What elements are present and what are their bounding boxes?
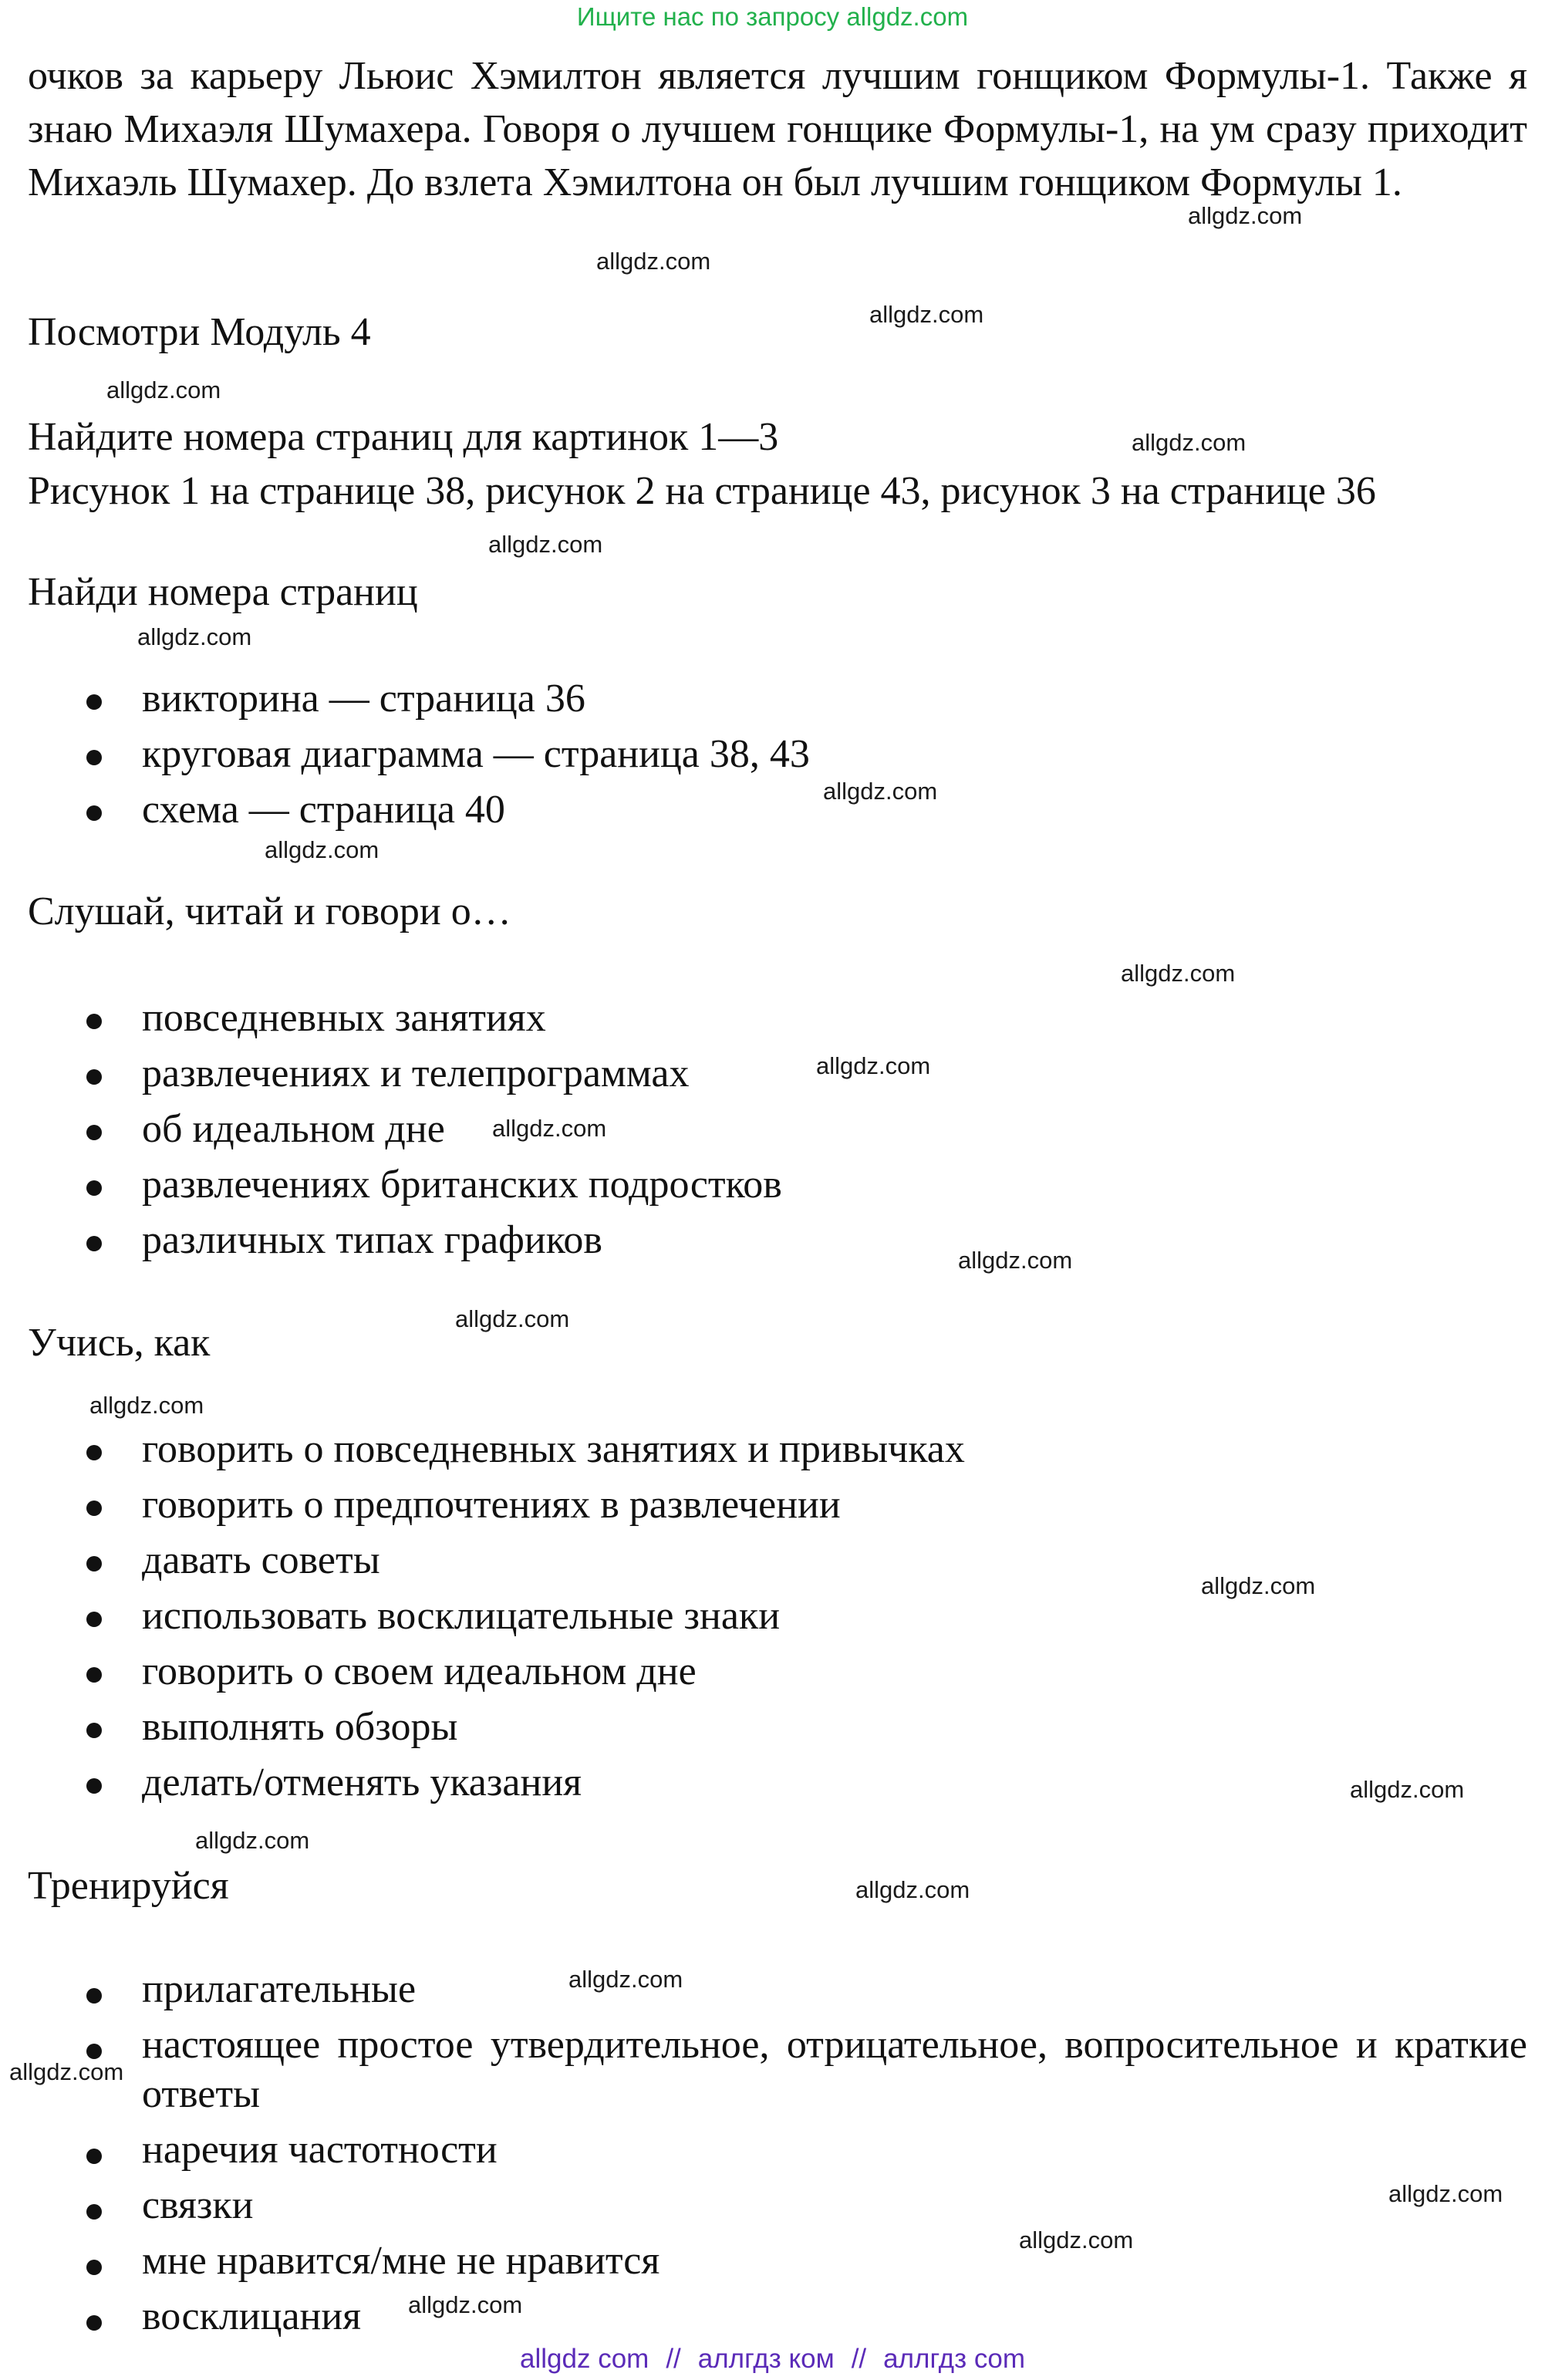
watermark: allgdz.com [1121,960,1236,987]
watermark: allgdz.com [816,1052,931,1079]
bullet-icon [86,1236,102,1251]
bullet-icon [86,805,102,821]
list-item: говорить о повседневных занятиях и привычках [0,1422,965,1477]
watermark: allgdz.com [89,1392,204,1419]
bullet-icon [86,1445,102,1460]
bullet-icon [86,1778,102,1794]
list-item: настоящее простое утвердительное, отрицательное, вопросительное и краткие ответы [0,2020,1527,2119]
practice-list [0,1965,1527,2341]
bullet-icon [86,2315,102,2331]
top-banner[interactable]: Ищите нас по запросу allgdz.com [576,2,969,31]
watermark: allgdz.com [137,623,252,650]
list-item: давать советы [0,1533,965,1588]
list-item: прилагательные [0,1965,1527,2014]
watermark: allgdz.com [958,1247,1073,1274]
list-item: говорить о своем идеальном дне [0,1644,965,1700]
bullet-icon [86,1556,102,1571]
list-item: использовать восклицательные знаки [0,1588,965,1644]
learn-heading: Учись, как [28,1321,211,1365]
watermark: allgdz.com [492,1115,607,1142]
bullet-icon [86,1723,102,1738]
watermark: allgdz.com [106,376,221,403]
bullet-icon [86,2204,102,2220]
watermark: allgdz.com [568,1966,683,1993]
watermark: allgdz.com [265,836,380,863]
footer-separator: // [851,2344,867,2374]
list-item: мне нравится/мне не нравится [0,2237,1527,2286]
bullet-icon [86,1988,102,2004]
find-pages-list [0,671,810,838]
bullet-icon [86,1069,102,1085]
list-item: круговая диаграмма — страница 38, 43 [0,727,810,782]
bullet-icon [86,2149,102,2164]
footer[interactable] [0,2342,1545,2376]
watermark: allgdz.com [488,531,603,558]
list-item: развлечениях и телепрограммах [0,1046,782,1102]
bullet-icon [86,2044,102,2059]
learn-list [0,1422,965,1811]
listen-list [0,991,782,1268]
list-item: наречия частотности [0,2125,1527,2175]
watermark: allgdz.com [1188,202,1303,229]
list-item: говорить о предпочтениях в развлечении [0,1477,965,1533]
bullet-icon [86,694,102,710]
bullet-icon [86,1014,102,1029]
watermark: allgdz.com [1388,2180,1503,2207]
list-item: выполнять обзоры [0,1700,965,1755]
footer-link-1[interactable]: allgdz com [520,2344,649,2374]
watermark: allgdz.com [1201,1572,1316,1599]
bullet-icon [86,1667,102,1683]
watermark: allgdz.com [408,2291,523,2318]
bullet-icon [86,1125,102,1140]
footer-separator: // [666,2344,681,2374]
bullet-icon [86,2260,102,2275]
footer-link-2[interactable]: аллгдз ком [697,2344,835,2374]
watermark: allgdz.com [1132,429,1246,456]
listen-heading: Слушай, читай и говори о… [28,890,511,933]
list-item: схема — страница 40 [0,782,810,838]
watermark: allgdz.com [596,248,711,275]
list-item: повседневных занятиях [0,991,782,1046]
watermark: allgdz.com [1019,2226,1134,2253]
list-item: развлечениях британских подростков [0,1157,782,1213]
bullet-icon [86,1612,102,1627]
bullet-icon [86,1180,102,1196]
watermark: allgdz.com [823,778,938,805]
find-pages-heading: Найди номера страниц [28,570,418,614]
watermark: allgdz.com [9,2058,124,2085]
list-item: восклицания [0,2292,1527,2341]
pictures-answer: Рисунок 1 на странице 38, рисунок 2 на странице 43, рисунок 3 на странице 36 [28,469,1376,513]
practice-heading: Тренируйся [28,1864,229,1908]
list-item: делать/отменять указания [0,1755,965,1811]
watermark: allgdz.com [195,1827,310,1854]
watermark: allgdz.com [1350,1776,1465,1803]
list-item: об идеальном дне [0,1102,782,1157]
list-item: связки [0,2181,1527,2230]
list-item: различных типах графиков [0,1213,782,1268]
intro-paragraph: очков за карьеру Льюис Хэмилтон является лучшим гонщиком Формулы-1. Также я знаю Михаэля Шумахера. Говоря о лучшем гонщике Формулы-1, на ум сразу приходит Михаэль Шумахер. До взлета Хэмилтона он был лучшим гонщиком Формулы 1. [28,54,1527,204]
footer-link-3[interactable]: аллгдз com [883,2344,1025,2374]
bullet-icon [86,750,102,765]
watermark: allgdz.com [869,301,984,328]
module-heading: Посмотри Модуль 4 [28,310,371,354]
bullet-icon [86,1501,102,1516]
watermark: allgdz.com [455,1305,570,1332]
watermark: allgdz.com [855,1876,970,1903]
pictures-heading: Найдите номера страниц для картинок 1—3 [28,415,779,459]
list-item: викторина — страница 36 [0,671,810,727]
